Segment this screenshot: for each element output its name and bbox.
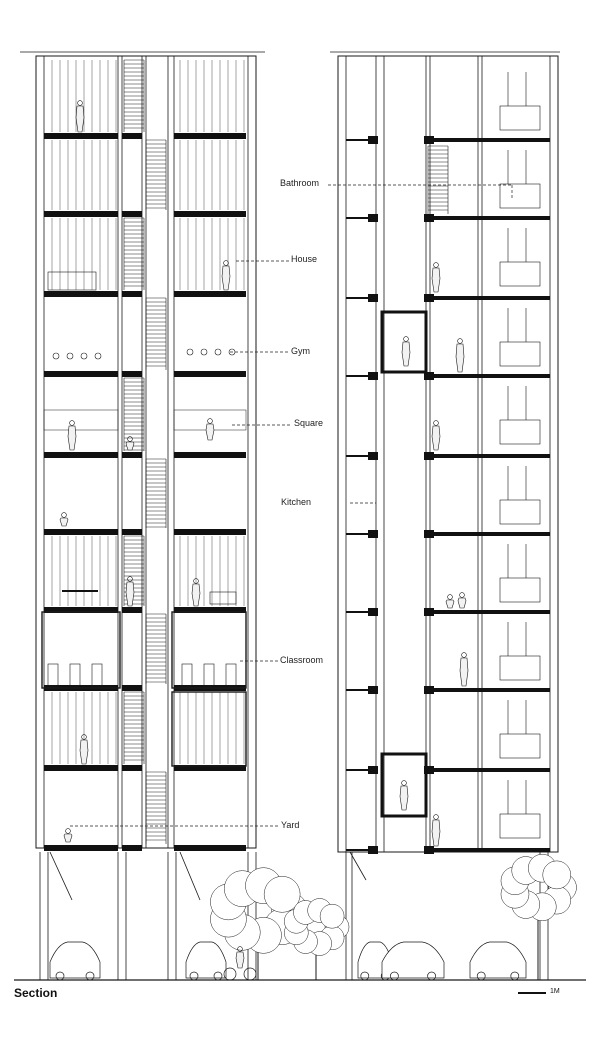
person-body bbox=[192, 584, 200, 606]
label-house: House bbox=[291, 254, 318, 264]
floor-slab bbox=[174, 211, 246, 217]
cars bbox=[50, 942, 526, 980]
person-body bbox=[222, 266, 230, 290]
car-body bbox=[382, 942, 444, 978]
column-node bbox=[424, 214, 434, 222]
person-body bbox=[402, 342, 410, 366]
column-node bbox=[368, 294, 378, 302]
column-node bbox=[368, 530, 378, 538]
car-2 bbox=[186, 942, 226, 980]
table bbox=[62, 590, 98, 592]
floor-slab bbox=[44, 845, 118, 851]
floor-slab bbox=[174, 133, 246, 139]
floor-slab bbox=[430, 296, 550, 300]
tree-canopy bbox=[543, 861, 571, 889]
floor-slab bbox=[430, 688, 550, 692]
floor-slab bbox=[122, 211, 142, 217]
floor-slab bbox=[44, 765, 118, 771]
person-body bbox=[432, 268, 440, 292]
label-square: Square bbox=[294, 418, 324, 428]
floor-slab bbox=[44, 291, 118, 297]
label-bathroom: Bathroom bbox=[280, 178, 320, 188]
car-5 bbox=[470, 942, 526, 980]
section-title: Section bbox=[14, 986, 58, 1000]
person-body bbox=[432, 820, 440, 846]
label-yard: Yard bbox=[281, 820, 300, 830]
right-tower-section bbox=[330, 52, 560, 980]
scale-label: 1M bbox=[550, 988, 560, 995]
column-node bbox=[424, 136, 434, 144]
floor-slab bbox=[122, 133, 142, 139]
floor-slab bbox=[44, 211, 118, 217]
column-node bbox=[368, 452, 378, 460]
person-body bbox=[126, 582, 134, 606]
person-body bbox=[460, 658, 468, 686]
column-node bbox=[368, 608, 378, 616]
floor-slab bbox=[430, 610, 550, 614]
column-node bbox=[424, 686, 434, 694]
column-node bbox=[368, 686, 378, 694]
person-body bbox=[236, 952, 244, 968]
column-node bbox=[368, 846, 378, 854]
column-node bbox=[424, 846, 434, 854]
floor-slab bbox=[122, 291, 142, 297]
label-kitchen: Kitchen bbox=[281, 497, 312, 507]
label-gym: Gym bbox=[291, 346, 310, 356]
car-4 bbox=[382, 942, 444, 980]
floor-slab bbox=[430, 848, 550, 852]
floor-slab bbox=[174, 371, 246, 377]
floor-slab bbox=[122, 845, 142, 851]
floor-slab bbox=[174, 291, 246, 297]
floor-slab bbox=[44, 133, 118, 139]
column-node bbox=[368, 136, 378, 144]
label-classroom: Classroom bbox=[280, 655, 324, 665]
bicycle-wheel bbox=[244, 968, 256, 980]
person-body bbox=[68, 426, 76, 450]
floor-slab bbox=[122, 529, 142, 535]
person-body bbox=[76, 106, 84, 132]
column-node bbox=[424, 530, 434, 538]
person-body bbox=[80, 740, 88, 764]
tree-medium bbox=[284, 898, 349, 980]
floor-slab bbox=[430, 216, 550, 220]
brace bbox=[50, 852, 72, 900]
floor-slab bbox=[430, 138, 550, 142]
column-node bbox=[368, 766, 378, 774]
floor-slab bbox=[122, 685, 142, 691]
floor-slab bbox=[430, 768, 550, 772]
floor-slab bbox=[430, 532, 550, 536]
floor-slab bbox=[44, 371, 118, 377]
column-node bbox=[368, 214, 378, 222]
brace bbox=[180, 852, 200, 900]
floor-slab bbox=[430, 374, 550, 378]
floor-slab bbox=[122, 765, 142, 771]
person-body bbox=[456, 344, 464, 372]
floor-slab bbox=[174, 529, 246, 535]
scale-bar bbox=[518, 992, 546, 994]
column-node bbox=[368, 372, 378, 380]
tree-canopy bbox=[320, 904, 344, 928]
column-node bbox=[424, 294, 434, 302]
floor-slab bbox=[122, 371, 142, 377]
car-body bbox=[470, 942, 526, 978]
floor-slab bbox=[430, 454, 550, 458]
person-body bbox=[432, 426, 440, 450]
floor-slab bbox=[44, 529, 118, 535]
floor-slab bbox=[122, 452, 142, 458]
floor-slab bbox=[44, 452, 118, 458]
floor-slab bbox=[174, 452, 246, 458]
car-1 bbox=[50, 942, 100, 980]
person-body bbox=[400, 786, 408, 810]
column-node bbox=[424, 608, 434, 616]
floor-slab bbox=[122, 607, 142, 613]
column-node bbox=[424, 452, 434, 460]
floor-slab bbox=[174, 845, 246, 851]
left-tower-section bbox=[20, 52, 265, 980]
